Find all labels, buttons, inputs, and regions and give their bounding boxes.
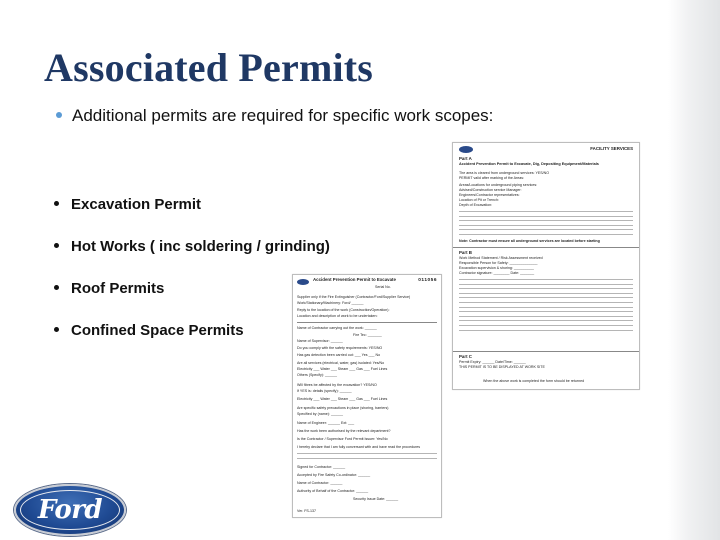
form-line: Are all services (electrical, water, gas) isolated: Yes/No <box>297 361 385 365</box>
form-serial: 011056 <box>418 278 437 283</box>
form-note: Note: Contractor must ensure all underground services are located before starting <box>459 239 600 243</box>
form-part-a-heading: Accident Prevention Permit to Excavate, Dig, Depositing Equipment/Materials <box>459 162 599 166</box>
form-heading: Accident Prevention Permit to Excavate <box>313 277 396 282</box>
form-line: Authority of Behalf of the Contractor: ______ <box>297 489 369 493</box>
form-part-b-heading: Work Method Statement / Risk Assessment received <box>459 256 543 260</box>
form-line: Areas/Locations for underground piping services: <box>459 183 538 187</box>
permit-label: Excavation Permit <box>71 196 202 213</box>
form-line: PERMIT valid after marking of the Areas: <box>459 176 525 180</box>
form-line: Do you comply with the safety requirements: YES/NO <box>297 346 383 350</box>
bullet-dot-icon <box>54 243 59 248</box>
form-line: Accepted by Fire Safety Co-ordinator: ______ <box>297 473 371 477</box>
form-line: The area is cleared from underground services: YES/NO <box>459 171 550 175</box>
subtitle-text: Additional permits are required for specific work scopes: <box>72 106 494 125</box>
form-line: Excavation supervision & shoring: __________ <box>459 266 534 270</box>
form-line: Has the work been authorised by the relevant department? <box>297 429 391 433</box>
form-part-c-label: Part C <box>459 354 472 359</box>
form-line: Will fibres be affected by the excavation? YES/NO <box>297 383 377 387</box>
form-line: Security Issue Date: ______ <box>353 497 399 501</box>
excavation-permit-form-image <box>452 142 640 390</box>
bullet-dot-icon <box>54 327 59 332</box>
permit-list <box>54 196 330 364</box>
form-line: Permit Expiry: ______ Date/Time: ______ <box>459 360 526 364</box>
form-line: Depth of Excavation: <box>459 203 493 207</box>
form-line: Engineers/Contractor representatives: <box>459 193 520 197</box>
form-line: Location of Pit or Trench: <box>459 198 499 202</box>
form-line: Reply to the location of the work (Construction/Operation): <box>297 308 390 312</box>
bullet-dot-icon <box>56 112 62 118</box>
form-line: Electricity ___ Water ___ Steam ___ Gas ___ Fuel Lines <box>297 367 388 371</box>
ford-small-logo-icon <box>459 146 473 153</box>
form-line: Work/Stationary/Machinery: Ford/ ______ <box>297 301 364 305</box>
form-line: Supplier only if the Fire Extinguisher (Contractor/Ford/Supplier Service) <box>297 295 411 299</box>
form-line: Has gas detection been carried out: ___ Yes ___ No <box>297 353 381 357</box>
form-line: Responsible Person for Safety: ______________ <box>459 261 538 265</box>
permit-list-item <box>54 322 330 364</box>
accident-prevention-permit-form-image <box>292 274 442 518</box>
permit-list-item <box>54 196 330 238</box>
form-rule-block <box>459 211 633 239</box>
form-line: Signed for Contractor: ______ <box>297 465 346 469</box>
slide-decor-band <box>668 0 720 540</box>
form-line: Advised/Construction service Manager: <box>459 188 522 192</box>
form-line: Name of Engineer: ______ Ext: ___ <box>297 421 355 425</box>
permit-label: Roof Permits <box>71 280 165 297</box>
permit-label: Hot Works ( inc soldering / grinding) <box>71 238 330 255</box>
form-line: If YES is: details (specify): ______ <box>297 389 352 393</box>
form-line: Electricity ___ Water ___ Steam ___ Gas ___ Fuel Lines <box>297 397 388 401</box>
form-rule-block <box>297 453 437 462</box>
form-line: Fire Tec: _______ <box>353 333 382 337</box>
permit-list-item <box>54 280 330 322</box>
slide-title: Associated Permits <box>44 45 374 90</box>
form-part-a-label: Part A <box>459 156 472 161</box>
form-line: THIS PERMIT IS TO BE DISPLAYED AT WORK SITE <box>459 365 545 369</box>
form-line: Name of Supervisor: ______ <box>297 339 343 343</box>
form-line: Name of Contractor carrying out the work: ______ <box>297 326 377 330</box>
form-part-b-label: Part B <box>459 250 472 255</box>
ford-small-logo-icon <box>297 279 309 285</box>
form-line: Are specific safety precautions in place (shoring, barriers) <box>297 406 389 410</box>
ford-wordmark: Ford <box>37 495 103 525</box>
form-line: Others (Specify): ______ <box>297 373 337 377</box>
form-line: Location and description of work to be undertaken: <box>297 314 378 318</box>
permit-label: Confined Space Permits <box>71 322 244 339</box>
form-org: FACILITY SERVICES <box>590 146 633 151</box>
bullet-dot-icon <box>54 201 59 206</box>
slide-subtitle <box>56 106 493 126</box>
permit-list-item <box>54 238 330 280</box>
form-line: Contractor signature: ________ Date: _______ <box>459 271 535 275</box>
form-footer-code: Ver. FS-137 <box>297 509 316 513</box>
form-line: Name of Contractor: ______ <box>297 481 343 485</box>
form-line: I hereby declare that I am fully conversant with and have read the procedures <box>297 445 421 449</box>
bullet-dot-icon <box>54 285 59 290</box>
form-line: Specified by (name): ______ <box>297 412 343 416</box>
ford-oval-logo <box>14 484 126 536</box>
form-line: Is the Contractor / Supervisor Ford Permit Issuer: Yes/No <box>297 437 388 441</box>
form-footer: When the above work is completed the form should be returned <box>483 379 585 383</box>
form-serial-label: Serial No. <box>375 285 391 289</box>
form-rule-block <box>459 279 633 334</box>
